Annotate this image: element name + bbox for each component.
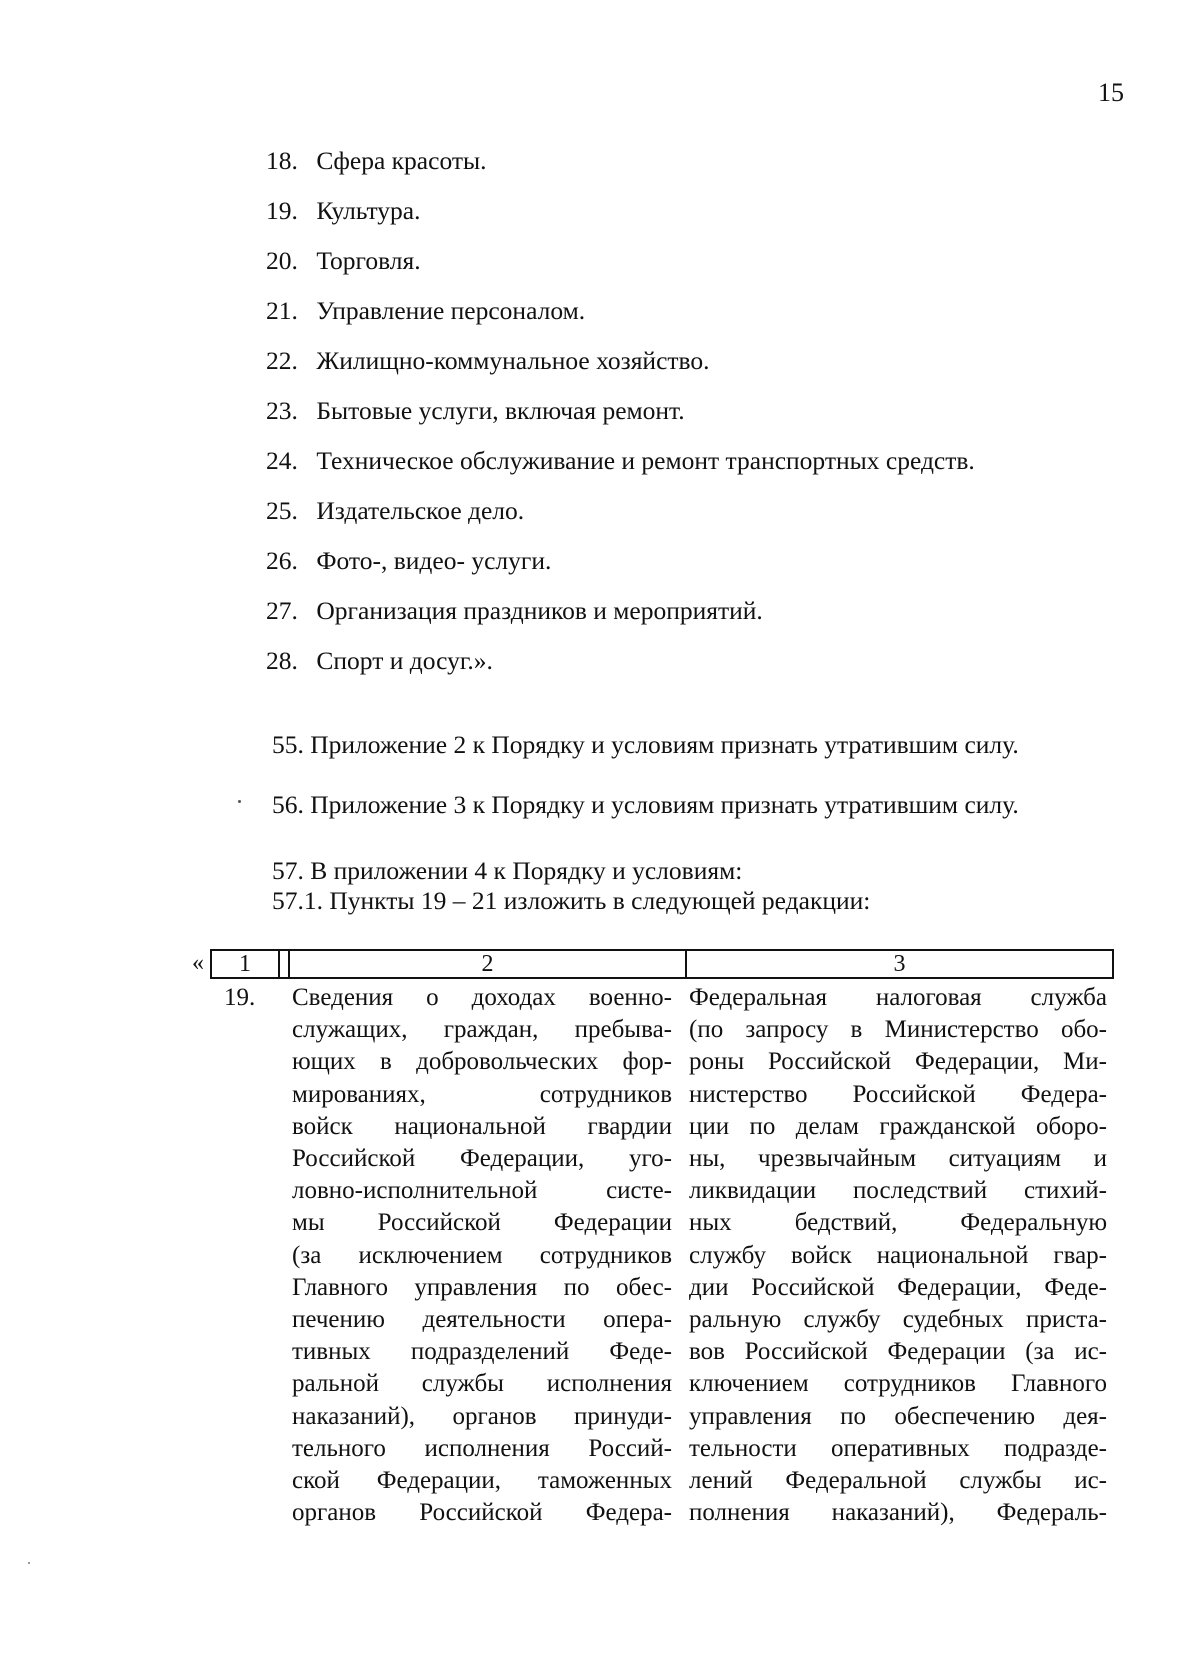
page-number: 15 (1098, 78, 1124, 107)
list-item (266, 546, 1146, 596)
list-item-number: 26. (266, 546, 298, 575)
cell-line: мы Российской Федерации (292, 1209, 672, 1237)
scan-speck (238, 800, 241, 803)
paragraph-57-1: 57.1. Пункты 19 – 21 изложить в следующей редакции: (272, 886, 871, 915)
cell-line: ны, чрезвычайным ситуациям и (689, 1145, 1107, 1173)
cell-line: тельного исполнения Россий- (292, 1434, 672, 1462)
list-item (266, 496, 1146, 546)
cell-line: Сведения о доходах военно- (292, 984, 672, 1011)
cell-line: мированиях, сотрудников (292, 1080, 672, 1108)
cell-line: печению деятельности опера- (292, 1306, 672, 1334)
list-item-number: 20. (266, 246, 298, 275)
scan-speck (28, 1562, 30, 1564)
list-item-number: 18. (266, 146, 298, 175)
cell-line: службу войск национальной гвар- (689, 1241, 1107, 1269)
table-header-row (210, 949, 1114, 979)
cell-line: ральную службу судебных приста- (689, 1306, 1107, 1334)
list-item-text: Организация праздников и мероприятий. (316, 596, 763, 625)
list-item-text: Торговля. (316, 246, 421, 275)
list-item-text: Управление персоналом. (316, 296, 586, 325)
cell-line: органов Российской Федера- (292, 1499, 672, 1527)
table-header-col-3: 3 (893, 951, 906, 977)
row-column-3 (689, 982, 1107, 1529)
opening-quote: « (192, 950, 204, 976)
cell-line: Главного управления по обес- (292, 1273, 672, 1301)
list-item-number: 24. (266, 446, 298, 475)
cell-line: ных бедствий, Федеральную (689, 1209, 1107, 1237)
list-item (266, 596, 1146, 646)
cell-line: (за исключением сотрудников (292, 1241, 672, 1269)
cell-line: ловно-исполнительной систе- (292, 1177, 672, 1205)
list-item (266, 646, 1146, 696)
cell-line: наказаний), органов принуди- (292, 1402, 672, 1430)
cell-line: ской Федерации, таможенных (292, 1467, 672, 1495)
list-item-text: Культура. (316, 196, 421, 225)
list-item (266, 396, 1146, 446)
list-item-text: Фото-, видео- услуги. (316, 546, 552, 575)
list-item-text: Спорт и досуг.». (316, 646, 493, 675)
list-item-number: 22. (266, 346, 298, 375)
numbered-list (266, 146, 1146, 696)
cell-line: ральной службы исполнения (292, 1370, 672, 1398)
cell-line: полнения наказаний), Федераль- (689, 1499, 1107, 1527)
cell-line: дии Российской Федерации, Феде- (689, 1273, 1107, 1301)
cell-line: ющих в добровольческих фор- (292, 1048, 672, 1076)
list-item (266, 446, 1146, 496)
list-item-number: 25. (266, 496, 298, 525)
table-header-col-1: 1 (212, 951, 280, 977)
cell-line: ликвидации последствий стихий- (689, 1177, 1107, 1205)
paragraph-55: 55. Приложение 2 к Порядку и условиям признать утратившим силу. (272, 730, 1019, 759)
list-item-number: 27. (266, 596, 298, 625)
list-item (266, 196, 1146, 246)
cell-line: вов Российской Федерации (за ис- (689, 1338, 1107, 1366)
row-number: 19. (224, 984, 256, 1011)
list-item-number: 28. (266, 646, 298, 675)
cell-line: нистерство Российской Федера- (689, 1080, 1107, 1108)
paragraph-56: 56. Приложение 3 к Порядку и условиям признать утратившим силу. (272, 790, 1019, 819)
list-item-number: 19. (266, 196, 298, 225)
list-item-text: Жилищно-коммунальное хозяйство. (316, 346, 710, 375)
list-item-text: Издательское дело. (316, 496, 525, 525)
table-header-gap (280, 951, 290, 977)
paragraph-57: 57. В приложении 4 к Порядку и условиям: (272, 856, 743, 885)
list-item-number: 23. (266, 396, 298, 425)
cell-line: управления по обеспечению дея- (689, 1402, 1107, 1430)
cell-line: войск национальной гвардии (292, 1112, 672, 1140)
cell-line: роны Российской Федерации, Ми- (689, 1048, 1107, 1076)
cell-line: ключением сотрудников Главного (689, 1370, 1107, 1398)
cell-line: тивных подразделений Феде- (292, 1338, 672, 1366)
cell-line: служащих, граждан, пребыва- (292, 1016, 672, 1044)
table-header-col-2: 2 (290, 951, 687, 977)
list-item-text: Сфера красоты. (316, 146, 487, 175)
cell-line: ции по делам гражданской оборо- (689, 1112, 1107, 1140)
cell-line: лений Федеральной службы ис- (689, 1467, 1107, 1495)
cell-line: тельности оперативных подразде- (689, 1434, 1107, 1462)
cell-line: Федеральная налоговая служба (689, 984, 1107, 1011)
list-item (266, 296, 1146, 346)
list-item (266, 246, 1146, 296)
row-column-2 (292, 982, 672, 1529)
cell-line: Российской Федерации, уго- (292, 1145, 672, 1173)
list-item-number: 21. (266, 296, 298, 325)
list-item-text: Техническое обслуживание и ремонт транспортных средств. (316, 446, 975, 475)
list-item (266, 346, 1146, 396)
cell-line: (по запросу в Министерство обо- (689, 1016, 1107, 1044)
list-item (266, 146, 1146, 196)
list-item-text: Бытовые услуги, включая ремонт. (316, 396, 685, 425)
